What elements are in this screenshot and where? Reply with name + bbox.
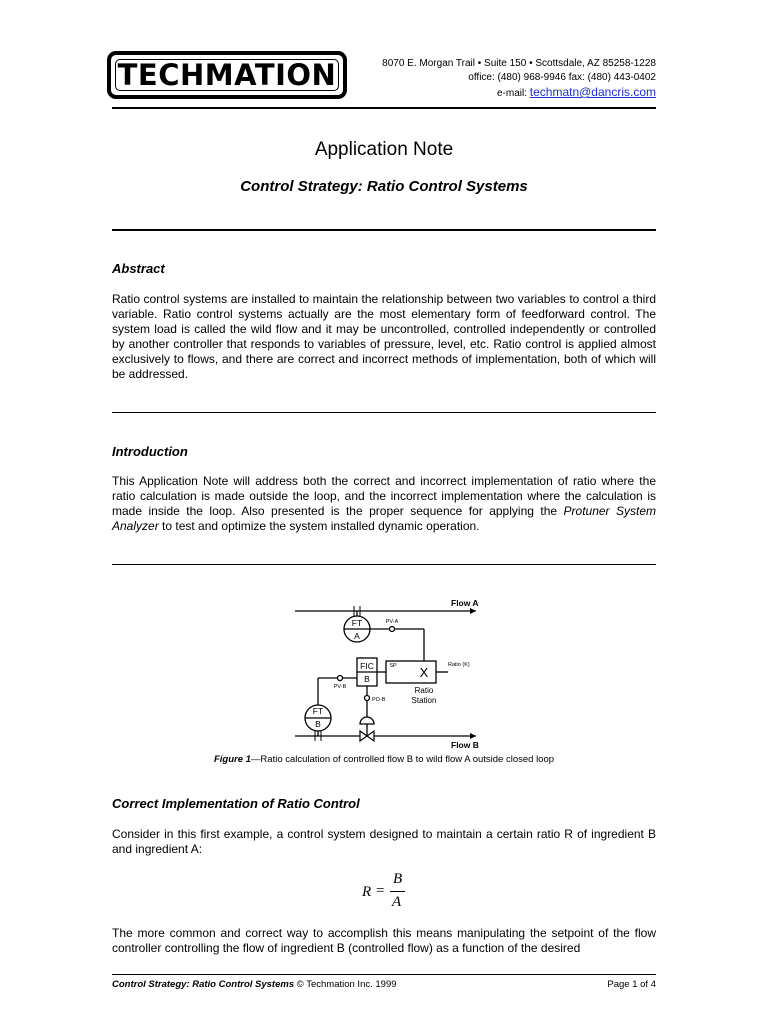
- footer-left: [112, 979, 397, 990]
- correct-impl-text: Consider in this first example, a control system designed to maintain a certain ratio R of ingredient B and ingredient A:: [112, 827, 656, 856]
- intro-text-italic: Protuner System Analyzer: [112, 504, 657, 533]
- flow-b-label: Flow B: [451, 740, 479, 750]
- eq-fraction-bar: [390, 891, 405, 892]
- page-number: Page 1 of 4: [607, 979, 656, 990]
- po-b-label: PO-B: [372, 697, 386, 703]
- pv-b-label: PV-B: [333, 684, 347, 690]
- abstract-text: Ratio control systems are installed to maintain the relationship between two variables to control a third variable. Ratio control systems actually are the most elementary form of feedforward control. The system load is called the wild flow and it may be uncontrolled, controlled independently or controlled by another controller that responds to variables of pressure, level, etc. Ratio control is applied almost exclusively to flows, and there are correct and incorrect methods of implementation, both of which will be addressed.: [112, 292, 656, 381]
- sp-label: SP: [389, 663, 397, 669]
- logo-text: TECHMATION: [117, 58, 337, 92]
- figure-caption-label: Figure 1: [213, 754, 251, 765]
- ratio-station-line1: Ratio: [414, 686, 434, 695]
- ft-b-bottom: B: [315, 719, 321, 729]
- footer-divider: [112, 974, 656, 975]
- footer-doc-title: Control Strategy: Ratio Control Systems: [112, 979, 295, 990]
- flow-b-arrow: [470, 733, 476, 739]
- eq-denominator: A: [392, 894, 402, 910]
- email-link[interactable]: techmatn@dancris.com: [529, 85, 656, 99]
- pv-a-node: [390, 627, 395, 632]
- abstract-heading: Abstract: [112, 261, 165, 276]
- multiply-symbol: X: [419, 665, 429, 680]
- intro-text-before: This Application Note will address both the correct and incorrect implementation of ratio where the ratio calculation is made outside the loop, and the incorrect implementation where the calculation is made inside the loop. Also presented is the proper sequence for applying the: [112, 474, 656, 518]
- ratio-k-label: Ratio (K): [448, 662, 470, 668]
- page-subtitle: Control Strategy: Ratio Control Systems: [240, 178, 528, 195]
- pv-b-node: [338, 676, 343, 681]
- fic-bottom: B: [364, 674, 370, 684]
- pv-a-label: PV-A: [385, 619, 399, 625]
- flow-a-arrow: [470, 608, 476, 614]
- valve-actuator: [360, 717, 374, 724]
- fic-top: FIC: [360, 661, 374, 671]
- correct-impl-text2: The more common and correct way to accomplish this means manipulating the setpoint of the flow controller controlling the flow of ingredient B (controlled flow) as a function of the desired: [112, 926, 656, 955]
- figure-caption-text: —Ratio calculation of controlled flow B to wild flow A outside closed loop: [250, 754, 555, 765]
- ratio-station-line2: Station: [411, 696, 437, 705]
- eq-lhs: R: [362, 884, 372, 900]
- email-label: e-mail:: [496, 88, 527, 99]
- correct-impl-heading: Correct Implementation of Ratio Control: [112, 796, 360, 811]
- footer-copyright: © Techmation Inc. 1999: [294, 979, 397, 990]
- address-line: 8070 E. Morgan Trail • Suite 150 • Scottsdale, AZ 85258-1228: [382, 58, 656, 69]
- phone-line: office: (480) 968-9946 fax: (480) 443-0402: [468, 72, 656, 83]
- intro-text-after: to test and optimize the system installed dynamic operation.: [158, 519, 480, 533]
- ft-a-bottom: A: [354, 631, 360, 641]
- figure-caption: [0, 754, 768, 765]
- ft-a-top: FT: [351, 618, 363, 628]
- flow-a-label: Flow A: [451, 598, 479, 608]
- ft-b-top: FT: [312, 706, 324, 716]
- introduction-heading: Introduction: [112, 444, 188, 459]
- eq-numerator: B: [393, 871, 403, 887]
- page-title: Application Note: [314, 139, 454, 160]
- po-b-node: [365, 696, 370, 701]
- eq-equals: =: [376, 883, 385, 899]
